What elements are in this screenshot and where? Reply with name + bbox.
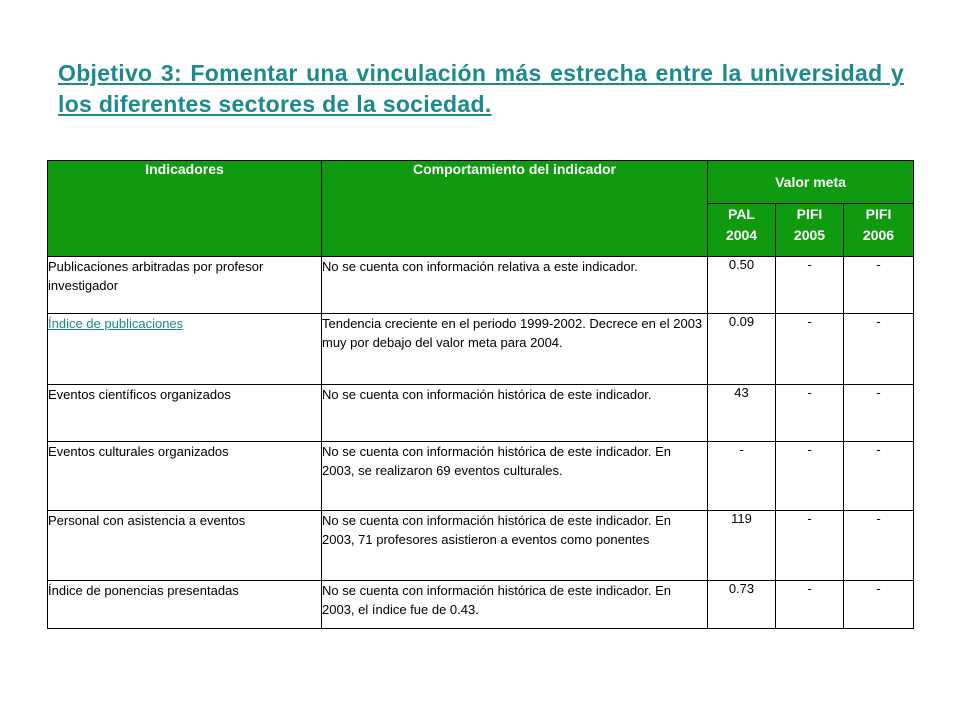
cell-indicador: Índice de ponencias presentadas [48, 581, 322, 629]
cell-indicador: Eventos culturales organizados [48, 442, 322, 511]
table-row [48, 442, 914, 511]
indicators-table [47, 160, 914, 629]
cell-comportamiento: No se cuenta con información histórica de este indicador. En 2003, 71 profesores asistieron a eventos como ponentes [322, 511, 708, 581]
cell-pal-2004: 0.73 [708, 581, 776, 629]
header-pal-2004 [708, 204, 776, 257]
table-row [48, 581, 914, 629]
header-pal-year: 2004 [725, 227, 758, 243]
indice-publicaciones-link[interactable]: Índice de publicaciones [48, 316, 184, 331]
cell-comportamiento: No se cuenta con información histórica de este indicador. [322, 385, 708, 442]
header-pal-label: PAL [728, 206, 755, 222]
cell-pifi-2005: - [776, 385, 844, 442]
cell-pifi-2006: - [844, 442, 914, 511]
cell-comportamiento: No se cuenta con información histórica de este indicador. En 2003, se realizaron 69 eventos culturales. [322, 442, 708, 511]
cell-pifi-2006: - [844, 581, 914, 629]
header-comportamiento: Comportamiento del indicador [322, 161, 708, 257]
cell-pifi-2006: - [844, 257, 914, 314]
table-row [48, 511, 914, 581]
header-valor-meta: Valor meta [708, 161, 914, 204]
cell-indicador: Publicaciones arbitradas por profesor investigador [48, 257, 322, 314]
cell-pal-2004: - [708, 442, 776, 511]
cell-pal-2004: 0.50 [708, 257, 776, 314]
cell-indicador: Eventos científicos organizados [48, 385, 322, 442]
header-pifi2006-label: PIFI [865, 206, 892, 222]
header-pifi2005-label: PIFI [796, 206, 823, 222]
header-pifi2006-year: 2006 [862, 227, 895, 243]
cell-indicador [48, 314, 322, 385]
table-row [48, 257, 914, 314]
cell-comportamiento: No se cuenta con información relativa a este indicador. [322, 257, 708, 314]
cell-pal-2004: 119 [708, 511, 776, 581]
cell-pifi-2005: - [776, 511, 844, 581]
cell-comportamiento: No se cuenta con información histórica de este indicador. En 2003, el índice fue de 0.43. [322, 581, 708, 629]
page-title: Objetivo 3: Fomentar una vinculación más estrecha entre la universidad y los diferentes sectores de la sociedad. [58, 60, 904, 117]
cell-pifi-2005: - [776, 257, 844, 314]
cell-pifi-2005: - [776, 581, 844, 629]
cell-comportamiento: Tendencia creciente en el periodo 1999-2002. Decrece en el 2003 muy por debajo del valor meta para 2004. [322, 314, 708, 385]
cell-pifi-2006: - [844, 385, 914, 442]
header-pifi-2006 [844, 204, 914, 257]
header-indicadores: Indicadores [48, 161, 322, 257]
cell-pifi-2005: - [776, 314, 844, 385]
table-row [48, 314, 914, 385]
header-pifi-2005 [776, 204, 844, 257]
cell-indicador: Personal con asistencia a eventos [48, 511, 322, 581]
cell-pifi-2006: - [844, 314, 914, 385]
cell-pifi-2005: - [776, 442, 844, 511]
header-pifi2005-year: 2005 [793, 227, 826, 243]
cell-pal-2004: 43 [708, 385, 776, 442]
cell-pifi-2006: - [844, 511, 914, 581]
table-row [48, 385, 914, 442]
header-row-top [48, 161, 914, 204]
cell-pal-2004: 0.09 [708, 314, 776, 385]
